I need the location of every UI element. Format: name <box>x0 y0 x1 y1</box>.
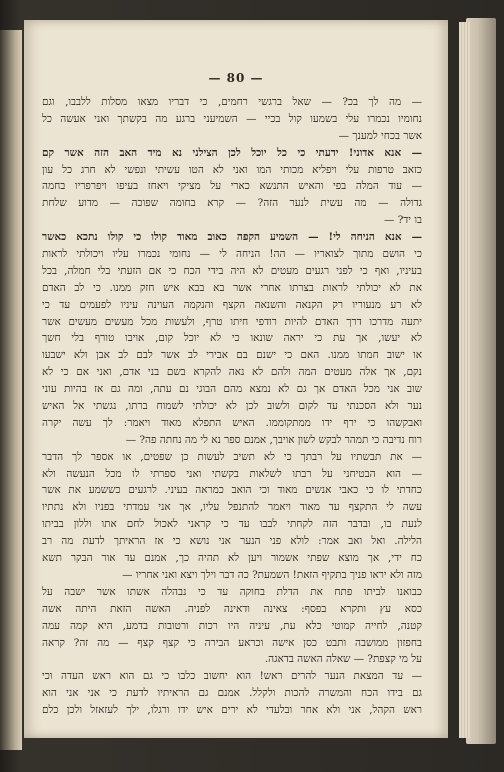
text-line: כחדתי לו כי כאבי אנשים מאוד וכי הואב כמראה בעיני. לרגעים כששמע את אשר <box>42 484 422 497</box>
text-line: — עוד המלה בפי והאיש התנשא כארי על מציקי ויאחז בעיפו ויפרפריו בחמה <box>42 180 422 193</box>
text-line: — אנא הניחה לי! — השמיע הקפה כאוב מאוד קולו כי קולו נתכא כאשר <box>42 231 422 244</box>
text-line: יתעה מדרכו דרך האדם להיות רודפי חיתו טרף, ולעשות מכל מעשים מעשים אשר <box>42 315 422 328</box>
text-line: — אנא אדוני! ידעתי כי כל יוכל לכן הצילני נא מיד האב הזה אשר קם <box>42 146 422 159</box>
text-line: ואבקשהו כי ירף ידו ממתקוממו. האיש התפלא מאוד ויאמר: לך עשה יקרה <box>42 416 422 429</box>
text-line: בחפזון ממושבה ותבט כסן אישה וכראע הבירה כי קצף קצף — מה זה? קראה <box>42 636 422 649</box>
text-line: בעיניו, ואף כי לפני רגעים מעטים לא היה בידי הכח כי אם הזעתי בלי חמלה, בכל <box>42 264 422 277</box>
text-line: גם בידו הכח והמשרה להכות ולקלל. אמנם גם הראיתיו לדעת כי אני אני הוא <box>42 687 422 700</box>
book-page <box>24 20 448 738</box>
text-line: נער ולא הסכנתי עד לקום ולשוב לכן לא יכולתי לשמוח ברתו, נגשתי אל האיש <box>42 400 422 413</box>
page-text-block <box>42 94 422 719</box>
text-line: לא יעשו, אך עת כי יראה שונאו כי לא יוכל קום, אויבו טורף בלי חשך <box>42 332 422 345</box>
text-line: — את תבשתיו על רבתך כי לא תשיב לעשות כן שפטים, או אספר לך הדבר <box>42 450 422 463</box>
text-line: אשר בכחי למענך — <box>338 129 422 142</box>
text-line: רוח נדיבה כי תמהר לבקש לשון אויבך, אמנם ספר נא לי מה נחתה פה? — <box>125 433 422 446</box>
text-line: את לא יכולתי לראות בצרתו אחרי אשר בא בבא איש חזק ממנו. כי לב האדם <box>42 281 422 294</box>
text-line: או ישוב חמתו ממנו. האם כי ישנם בם אבירי לב אשר לבם לב אבן ולא ישבעו <box>42 349 422 362</box>
text-line: נחומיו נכמרו עלי בשמעו קול בכיי — השמיעני ברגע מה בקשתך ואני אעשה כל <box>42 112 422 125</box>
text-line: מזה ולא יראו פניך בתקיף הזאת! השמעת? כה דבר וילך ויצא ואני אחריו — <box>122 568 422 581</box>
text-line: הלילה. ואל ואב אמר: לולא פני הנער אני נושא כי אז הראיתך לדעת מה רב <box>42 535 422 548</box>
page-stack-edge <box>459 22 471 738</box>
text-line: שוב אני מכל האדם אך גם לא נמצא מהם הבוגי נם עתה, ומה גם אז בהיות עוני <box>42 383 422 396</box>
previous-page-edge <box>0 30 22 750</box>
text-line: — הוא הבטיחני על רבתו לשלאות בקשתי ואני ספרתי לו מכל הנעשה ולא <box>42 467 422 480</box>
text-line: קטנה, לחייה קמוטי כלא עת, עיניה היו רכות ורטובות בדמע, היא קמה עמה <box>42 619 422 632</box>
text-line: כח ידי, אך מוצא שפתי אשמור ויען לא תהיה כך, אמנם עד אור הבקר תשא <box>42 552 422 565</box>
text-line: נקם, אך אלה מעטים המה ולהם לא נאה להקרא בשם בני אדם, ואני אם כי לא <box>42 366 422 379</box>
text-line: — עד המצאת הנער להרים ראש! הוא יחשוב כלבו כי גם הוא ראש העדה וכי <box>42 670 422 683</box>
text-line: לא רע מנעוריו רק הקנאה והשנאה הקצף והנקמה העוינה עיניו לפעמים עד כי <box>42 298 422 311</box>
text-line: בו יד? — <box>384 214 422 227</box>
text-line: על מי קצפת? — שאלה האשה בדאגה. <box>264 653 422 666</box>
text-line: עשה לי התקצף עד מאוד ויאמר להתנפל עליו, אך אני עמדתי בפניו ולא נתתיו <box>42 501 422 514</box>
text-line: גדולה — מה עשית לנער הזה? — קרא בחומה שפוכה — מדוע שלחת <box>42 197 422 210</box>
text-line: כסא עץ ותקרא בפסף: צאינה ודאינה לפניה. האשה הזאת היתה אשה <box>42 602 422 615</box>
text-line: — מה לך בכ? — שאל ברגשי רחמים, כי דבריו מצאו מסלות ללבבו, וגם <box>42 96 422 108</box>
text-line: כבואנו לביתו פתח את הדלת בחוקה עד כי נבהלה אשתו אשר ישבה על <box>42 585 422 598</box>
text-line: כי הושם מתוך לצואריו — הה! הניחה לי — נחומי נכמרו עליו ויכולתי לראות <box>42 248 422 261</box>
text-line: לנעת בו, ובדבר הזה לקחתי לבבו עד כי קראני לאכול לחם אתו וללון בביתו <box>42 518 422 531</box>
text-line: כזאב טרפות עלי ויפליא מכותי המו ואני לא הטו עשיתי ונפשי לא חרג כל עון <box>42 163 422 176</box>
text-line: ראש הקהל, אני ולא אחר ובלעדי לא ירים איש ידו ורגלו, ילך לעזאזל ולכן כלם <box>42 704 422 717</box>
page-number: — 80 — <box>208 71 264 85</box>
